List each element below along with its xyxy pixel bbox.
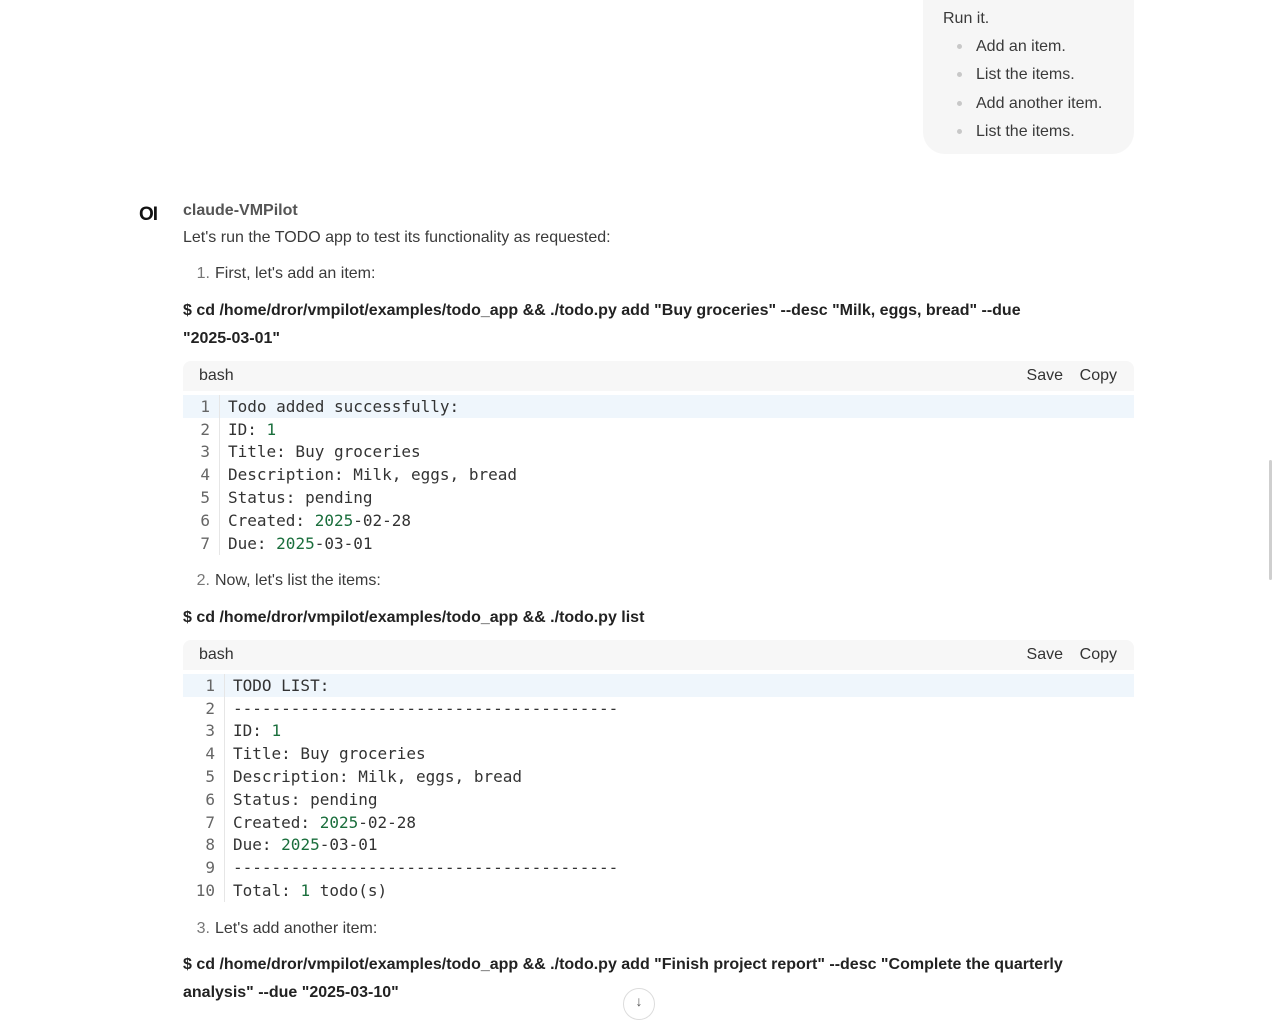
code-language: bash [199, 646, 234, 663]
line-number: 4 [183, 463, 220, 486]
code-block [183, 640, 1134, 902]
code-block [183, 361, 1134, 555]
code-line [183, 674, 1134, 697]
assistant-intro: Let's run the TODO app to test its functionality as requested: [183, 229, 611, 246]
code-text: Status: pending [233, 789, 378, 809]
code-block-header [183, 361, 1134, 391]
copy-button[interactable]: Copy [1079, 646, 1117, 663]
step-item [183, 919, 377, 939]
code-text: Created: 2025-02-28 [228, 510, 412, 530]
code-line [183, 395, 1134, 418]
code-line [183, 765, 1134, 788]
step-number: 3. [196, 920, 210, 937]
command-text: $ cd /home/dror/vmpilot/examples/todo_app && ./todo.py list [183, 609, 645, 626]
save-button[interactable]: Save [1026, 646, 1063, 663]
code-text: Status: pending [228, 488, 373, 508]
code-text: Description: Milk, eggs, bread [233, 767, 522, 787]
code-line [183, 418, 1134, 441]
code-language: bash [199, 367, 234, 384]
code-text: Due: 2025-03-01 [228, 533, 373, 553]
code-line [183, 856, 1134, 879]
code-text: ID: 1 [233, 721, 282, 741]
code-line [183, 742, 1134, 765]
arrow-down-icon: ↓ [635, 993, 643, 1009]
line-number: 2 [183, 697, 225, 720]
line-number: 2 [183, 418, 220, 441]
user-message-lead: Run it. [943, 10, 990, 27]
save-button[interactable]: Save [1026, 367, 1063, 384]
code-block-body [183, 391, 1134, 555]
code-text: ID: 1 [228, 419, 277, 439]
code-text: Title: Buy groceries [228, 442, 421, 462]
assistant-logo-icon: OI [139, 204, 158, 225]
code-text: ---------------------------------------- [233, 698, 619, 718]
code-text: ---------------------------------------- [233, 858, 619, 878]
line-number: 6 [183, 788, 225, 811]
line-number: 8 [183, 834, 225, 857]
code-line [183, 720, 1134, 743]
step-number: 1. [196, 265, 210, 282]
list-item: List the items. [943, 65, 1114, 93]
code-line [183, 811, 1134, 834]
step-number: 2. [196, 572, 210, 589]
command-text: $ cd /home/dror/vmpilot/examples/todo_app && ./todo.py add "Finish project report" --desc "Complete the quarterly analysis" --due "2025-03-10" [183, 956, 1063, 1001]
line-number: 1 [183, 395, 220, 418]
code-block-header [183, 640, 1134, 670]
code-text: Todo added successfully: [228, 396, 460, 416]
code-line [183, 697, 1134, 720]
line-number: 9 [183, 856, 225, 879]
user-message-bubble [923, 0, 1134, 154]
line-number: 3 [183, 720, 225, 743]
line-number: 6 [183, 509, 220, 532]
code-block-body [183, 670, 1134, 902]
line-number: 7 [183, 532, 220, 555]
code-text: Created: 2025-02-28 [233, 812, 417, 832]
code-line [183, 879, 1134, 902]
list-item: List the items. [943, 122, 1114, 150]
code-line [183, 532, 1134, 555]
step-text: Now, let's list the items: [215, 572, 381, 589]
line-number: 4 [183, 742, 225, 765]
code-text: Due: 2025-03-01 [233, 835, 378, 855]
code-line [183, 486, 1134, 509]
code-line [183, 788, 1134, 811]
line-number: 5 [183, 765, 225, 788]
user-message-list [943, 37, 1114, 150]
scrollbar[interactable] [1269, 460, 1272, 580]
step-item [183, 571, 381, 591]
line-number: 7 [183, 811, 225, 834]
line-number: 10 [183, 879, 225, 902]
list-item: Add another item. [943, 94, 1114, 122]
step-text: First, let's add an item: [215, 265, 376, 282]
code-text: Total: 1 todo(s) [233, 881, 388, 901]
line-number: 1 [183, 674, 225, 697]
line-number: 5 [183, 486, 220, 509]
code-line [183, 834, 1134, 857]
scroll-down-button[interactable] [623, 988, 655, 1020]
command-text: $ cd /home/dror/vmpilot/examples/todo_app && ./todo.py add "Buy groceries" --desc "Milk, eggs, bread" --due "2025-03-01" [183, 302, 1021, 347]
code-line [183, 441, 1134, 464]
line-number: 3 [183, 441, 220, 464]
code-text: Title: Buy groceries [233, 744, 426, 764]
step-text: Let's add another item: [215, 920, 378, 937]
list-item: Add an item. [943, 37, 1114, 65]
code-text: TODO LIST: [233, 675, 330, 695]
copy-button[interactable]: Copy [1079, 367, 1117, 384]
step-item [183, 264, 375, 284]
code-line [183, 463, 1134, 486]
assistant-name: claude-VMPilot [183, 202, 298, 219]
code-text: Description: Milk, eggs, bread [228, 465, 517, 485]
code-line [183, 509, 1134, 532]
